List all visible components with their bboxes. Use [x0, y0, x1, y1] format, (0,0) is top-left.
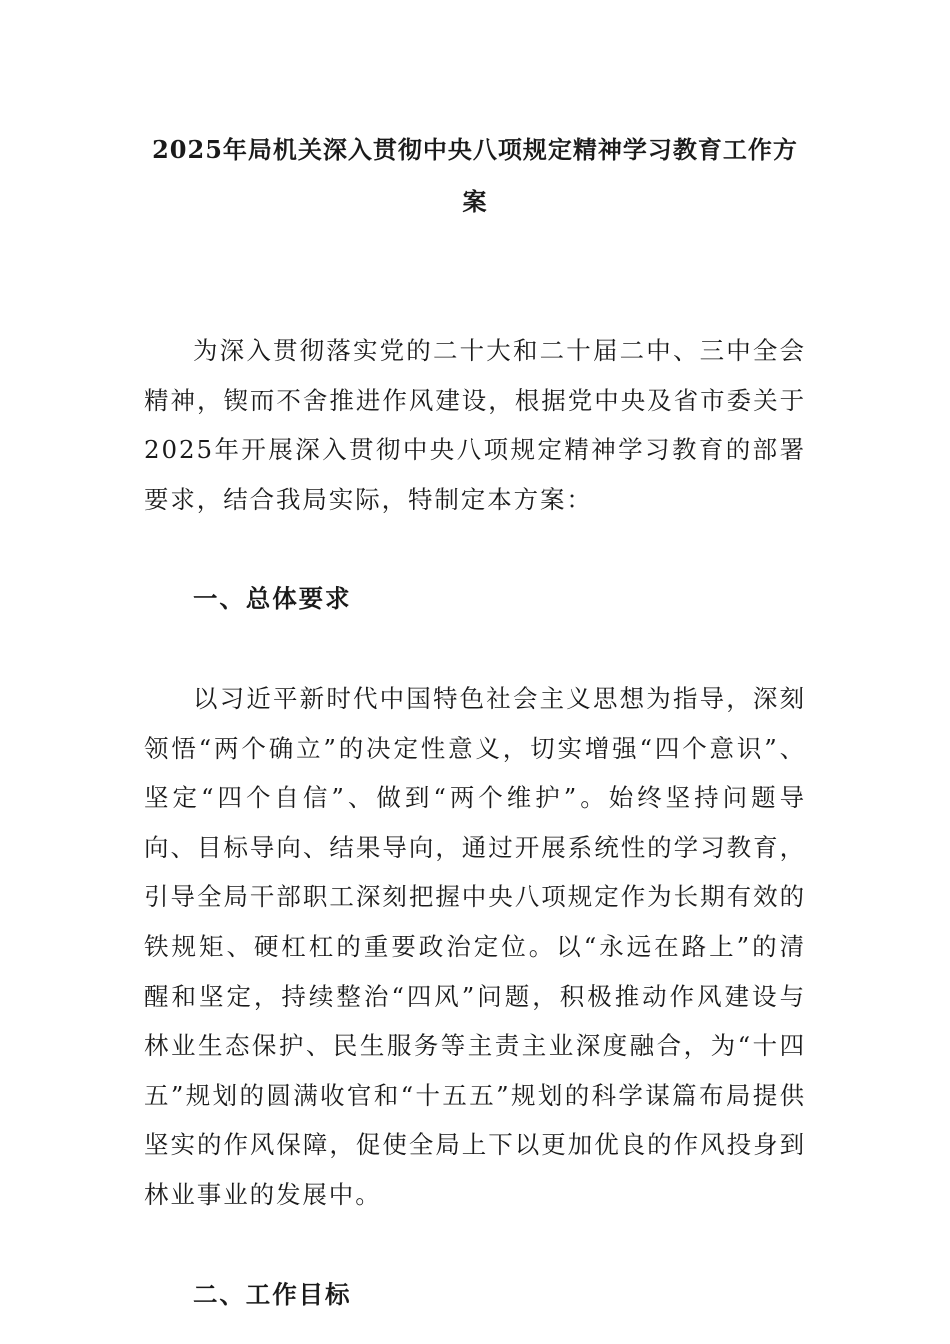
section-1-heading: 一、总体要求 — [193, 584, 352, 614]
document-title — [144, 124, 806, 228]
section-2-heading: 二、工作目标 — [193, 1279, 352, 1309]
document-title-line-1: 2025年局机关深入贯彻中央八项规定精神学习教育工作方 — [152, 135, 798, 164]
document-title-line-2: 案 — [462, 187, 488, 216]
intro-paragraph: 为深入贯彻落实党的二十大和二十届二中、三中全会精神，锲而不舍推进作风建设，根据党中央及省市委关于2025年开展深入贯彻中央八项规定精神学习教育的部署要求，结合我局实际，特制定本方案： — [144, 336, 806, 514]
section-1-paragraph: 以习近平新时代中国特色社会主义思想为指导，深刻领悟“两个确立”的决定性意义，切实增强“四个意识”、坚定“四个自信”、做到“两个维护”。始终坚持问题导向、目标导向、结果导向，通过开展系统性的学习教育，引导全局干部职工深刻把握中央八项规定作为长期有效的铁规矩、硬杠杠的重要政治定位。以“永远在路上”的清醒和坚定，持续整治“四风”问题，积极推动作风建设与林业生态保护、民生服务等主责主业深度融合，为“十四五”规划的圆满收官和“十五五”规划的科学谋篇布局提供坚实的作风保障，促使全局上下以更加优良的作风投身到林业事业的发展中。 — [144, 683, 806, 1209]
